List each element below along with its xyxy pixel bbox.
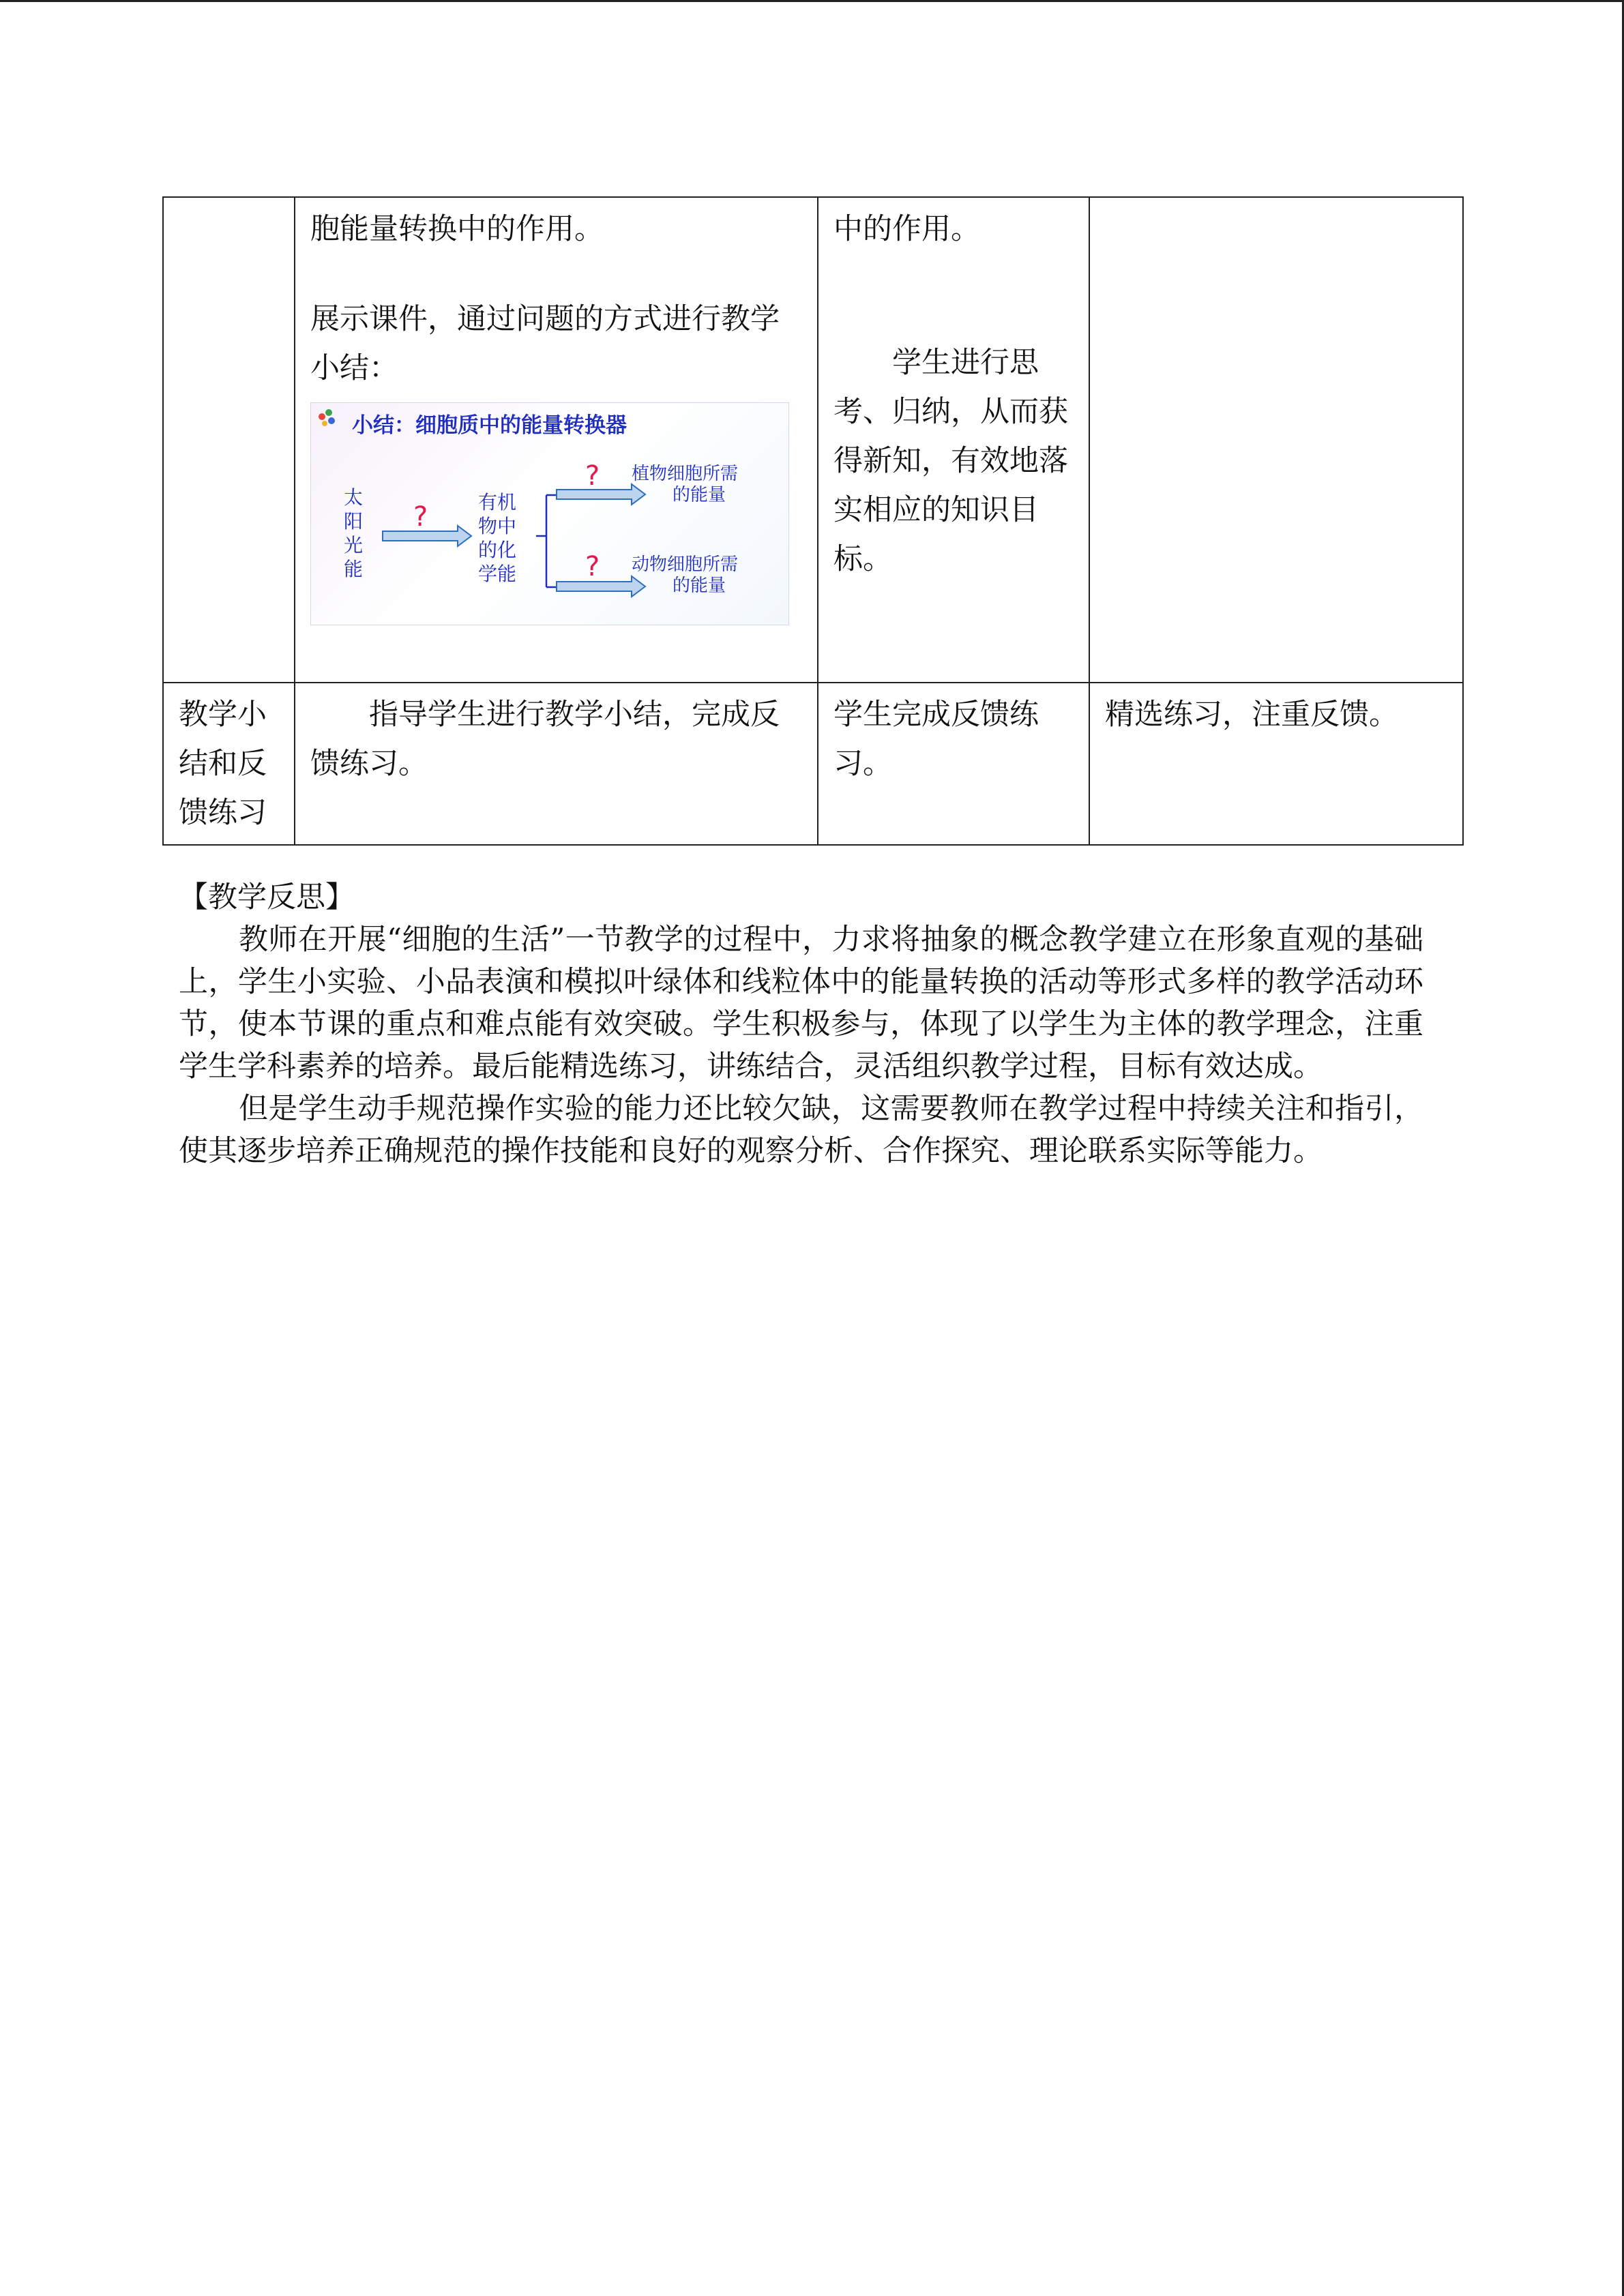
student-text: 学生进行思考、归纳，从而获得新知，有效地落实相应的知识目标。 — [833, 346, 1068, 576]
middle-label-4: 学能 — [478, 563, 517, 585]
question-mark-3: ? — [585, 551, 600, 582]
teacher-activity-cell: 指导学生进行教学小结，完成反馈练习。 — [295, 683, 818, 845]
page-border-top — [0, 0, 1624, 2]
design-intent-cell — [1089, 197, 1463, 683]
arrow-2 — [557, 484, 645, 505]
bottom-target-line1: 动物细胞所需 — [632, 554, 739, 575]
section-heading: 【教学反思】 — [179, 880, 355, 914]
middle-label-1: 有机 — [478, 491, 517, 513]
top-target-line2: 的能量 — [673, 485, 726, 505]
source-label-4: 能 — [344, 558, 364, 580]
student-activity-cell — [818, 197, 1089, 683]
reflection-paragraph: 但是学生动手规范操作实验的能力还比较欠缺，这需要教师在教学过程中持续关注和指引，使其逐步培养正确规范的操作技能和良好的观察分析、合作探究、理论联系实际等能力。 — [179, 1092, 1423, 1168]
student-text: 中的作用。 — [833, 212, 980, 246]
summary-slide-image — [310, 402, 789, 625]
source-label-1: 太 — [344, 486, 364, 509]
slide-title: 小结：细胞质中的能量转换器 — [352, 413, 627, 438]
design-intent-cell: 精选练习，注重反馈。 — [1089, 683, 1463, 845]
stage-cell: 教学小结和反馈练习 — [163, 683, 295, 845]
middle-label-2: 物中 — [478, 515, 517, 537]
question-mark-1: ? — [413, 501, 428, 533]
teaching-reflection — [179, 876, 1423, 1172]
top-target-line1: 植物细胞所需 — [632, 464, 739, 484]
question-mark-2: ? — [585, 460, 600, 492]
reflection-paragraph: 教师在开展“细胞的生活”一节教学的过程中，力求将抽象的概念教学建立在形象直观的基础上，学生小实验、小品表演和模拟叶绿体和线粒体中的能量转换的活动等形式多样的教学活动环节，使本节课的重点和难点能有效突破。学生积极参与，体现了以学生为主体的教学理念，注重学生学科素养的培养。最后能精选练习，讲练结合，灵活组织教学过程，目标有效达成。 — [179, 923, 1423, 1084]
bottom-target-line2: 的能量 — [673, 576, 726, 596]
lesson-plan-table — [162, 196, 1464, 846]
table-row — [163, 683, 1463, 845]
source-label-3: 光 — [344, 534, 364, 556]
student-activity-cell: 学生完成反馈练习。 — [818, 683, 1089, 845]
teacher-text: 展示课件，通过问题的方式进行教学小结： — [310, 302, 780, 385]
arrow-3 — [557, 576, 645, 597]
teacher-activity-cell — [295, 197, 818, 683]
summary-diagram — [311, 403, 788, 625]
middle-label-3: 的化 — [478, 539, 517, 561]
branch-bracket — [536, 495, 557, 587]
teacher-text: 胞能量转换中的作用。 — [310, 212, 604, 246]
slide-logo-icon — [319, 409, 335, 426]
source-label-2: 阳 — [344, 510, 364, 533]
table-row — [163, 197, 1463, 683]
stage-cell — [163, 197, 295, 683]
